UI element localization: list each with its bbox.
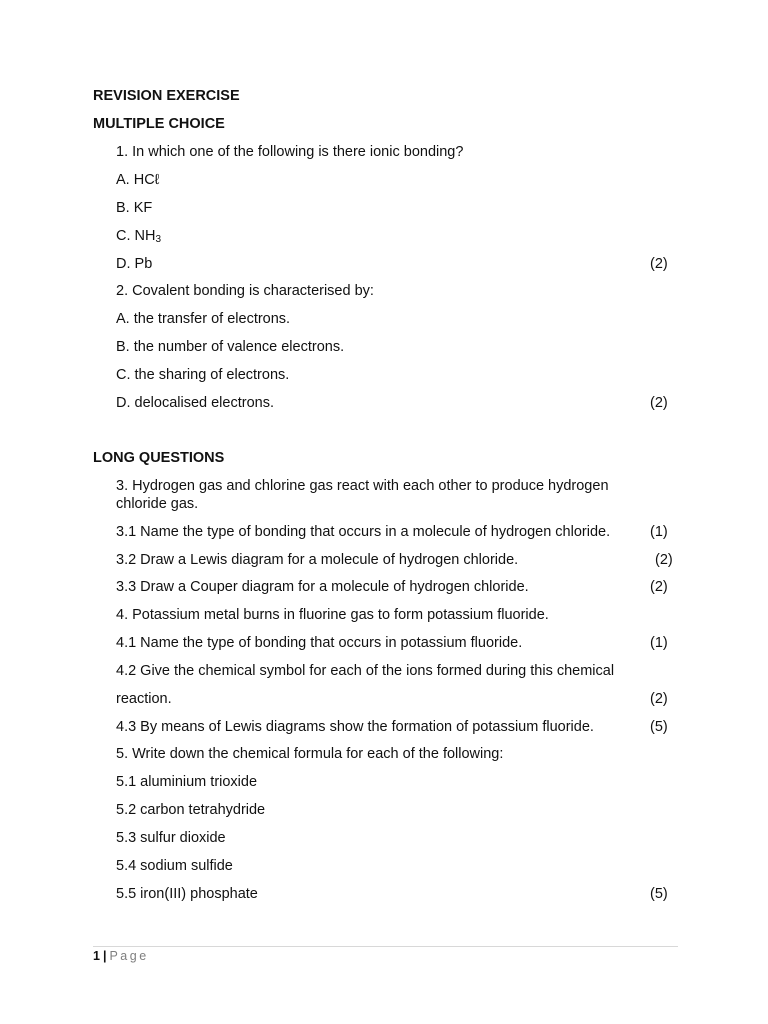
page-label: Page	[109, 949, 149, 963]
question-5-4: 5.4 sodium sulfide	[116, 858, 233, 874]
question-4-intro: 4. Potassium metal burns in fluorine gas to form potassium fluoride.	[116, 607, 549, 623]
option-c-subscript: 3	[155, 234, 162, 245]
question-2-marks: (2)	[650, 395, 668, 411]
footer-divider	[93, 946, 678, 947]
question-4-2: 4.2 Give the chemical symbol for each of the ions formed during this chemical	[116, 663, 615, 679]
question-4-1-marks: (1)	[650, 635, 668, 651]
question-1-option-c	[116, 227, 161, 249]
question-1-marks: (2)	[650, 256, 668, 272]
question-1: 1. In which one of the following is there ionic bonding?	[116, 144, 464, 160]
question-4-3: 4.3 By means of Lewis diagrams show the formation of potassium fluoride.	[116, 719, 594, 735]
question-3-intro: 3. Hydrogen gas and chlorine gas react with each other to produce hydrogen chloride gas.	[116, 478, 609, 512]
question-3-2-marks: (2)	[655, 552, 673, 568]
question-1-option-b: B. KF	[116, 200, 153, 216]
option-c-text: C. NH	[116, 228, 156, 244]
question-4-2-marks: (2)	[650, 691, 668, 707]
question-4-1: 4.1 Name the type of bonding that occurs in potassium fluoride.	[116, 635, 523, 651]
question-1-option-a: A. HCℓ	[116, 172, 160, 188]
question-4-3-marks: (5)	[650, 719, 668, 735]
question-5-2: 5.2 carbon tetrahydride	[116, 802, 266, 818]
page-footer	[93, 947, 149, 965]
section-heading-long-questions: LONG QUESTIONS	[93, 450, 225, 466]
question-2-option-a: A. the transfer of electrons.	[116, 311, 291, 327]
question-3-3: 3.3 Draw a Couper diagram for a molecule of hydrogen chloride.	[116, 579, 529, 595]
question-5-5: 5.5 iron(III) phosphate	[116, 886, 258, 902]
question-3-2: 3.2 Draw a Lewis diagram for a molecule of hydrogen chloride.	[116, 552, 519, 568]
question-2-option-d: D. delocalised electrons.	[116, 395, 274, 411]
page-title: REVISION EXERCISE	[93, 88, 240, 104]
page-number: 1	[93, 949, 100, 963]
footer-separator: |	[102, 949, 107, 963]
question-4-2-continued: reaction.	[116, 691, 172, 707]
question-5-1: 5.1 aluminium trioxide	[116, 774, 258, 790]
question-1-option-d: D. Pb	[116, 256, 153, 272]
question-5-marks: (5)	[650, 886, 668, 902]
question-3-1-marks: (1)	[650, 524, 668, 540]
question-2: 2. Covalent bonding is characterised by:	[116, 283, 374, 299]
question-5-3: 5.3 sulfur dioxide	[116, 830, 226, 846]
question-2-option-c: C. the sharing of electrons.	[116, 367, 290, 383]
section-heading-multiple-choice: MULTIPLE CHOICE	[93, 116, 225, 132]
question-3-1: 3.1 Name the type of bonding that occurs in a molecule of hydrogen chloride.	[116, 524, 611, 540]
question-5-intro: 5. Write down the chemical formula for each of the following:	[116, 746, 504, 762]
question-2-option-b: B. the number of valence electrons.	[116, 339, 345, 355]
question-3-3-marks: (2)	[650, 579, 668, 595]
